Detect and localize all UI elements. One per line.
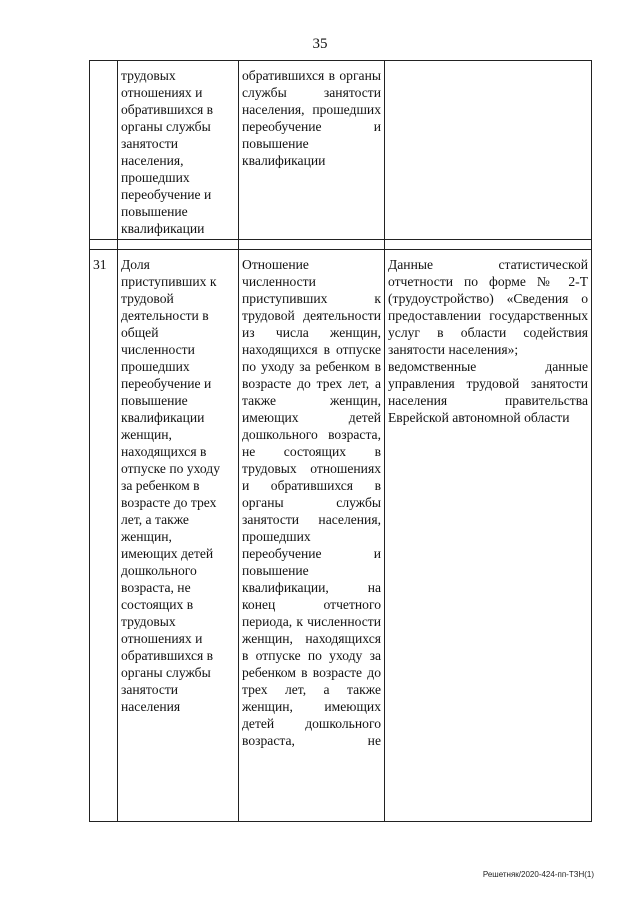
calculation-method-cell: [239, 61, 385, 240]
calculation-method: Отношение численности приступивших к трудовой деятельности из числа женщин, находящихся в отпуске по уходу за ребенком в возрасте до трех лет, а также женщин, имеющих детей дошкольного возраста, не состоящих в трудовых отношениях и обратившихся в органы службы занятости населения, прошедших переобучение и повышение квалификации, на конец отчетного периода, к численности женщин, находящихся в отпуске по уходу за ребенком в возрасте до трех лет, а также женщин, имеющих детей дошкольного возраста, не: [242, 257, 381, 748]
spacer-cell: [239, 240, 385, 250]
spacer-cell: [118, 240, 239, 250]
spacer-cell: [90, 240, 118, 250]
data-source-cell: [385, 250, 592, 822]
indicator-name-cell: [118, 61, 239, 240]
calculation-method: обратившихся в органы службы занятости населения, прошедших переобучение и повышение квалификации: [242, 68, 381, 168]
table-row-31: [90, 250, 592, 822]
calculation-method-cell: [239, 250, 385, 822]
indicator-name: трудовых отношениях и обратившихся в органы службы занятости населения, прошедших переобучение и повышение квалификации: [121, 68, 214, 236]
document-footer-code: Решетняк/2020-424-пп-ТЗН(1): [482, 870, 594, 879]
indicator-name-cell: [118, 250, 239, 822]
table-row-spacer: [90, 240, 592, 250]
row-number: 31: [93, 257, 107, 272]
data-source-cell: [385, 61, 592, 240]
indicator-name: Доля приступивших к трудовой деятельности в общей численности прошедших переобучение и повышение квалификации женщин, находящихся в отпуске по уходу за ребенком в возрасте до трех лет, а также женщин, имеющих детей дошкольного возраста, не состоящих в трудовых отношениях и обратившихся в органы службы занятости населения: [121, 257, 221, 714]
indicators-table: [89, 60, 592, 822]
row-number-cell: [90, 61, 118, 240]
row-number-cell: [90, 250, 118, 822]
data-source-statistics: Данные статистической отчетности по форме № 2-Т (трудоустройство) «Сведения о предоставлении государственных услуг в области содействия занятости населения»;: [388, 257, 588, 357]
page-number: 35: [312, 36, 328, 52]
data-source-departmental: ведомственные данные управления трудовой занятости населения правительства Еврейской автономной области: [388, 359, 588, 425]
spacer-cell: [385, 240, 592, 250]
table-row-continuation: [90, 61, 592, 240]
